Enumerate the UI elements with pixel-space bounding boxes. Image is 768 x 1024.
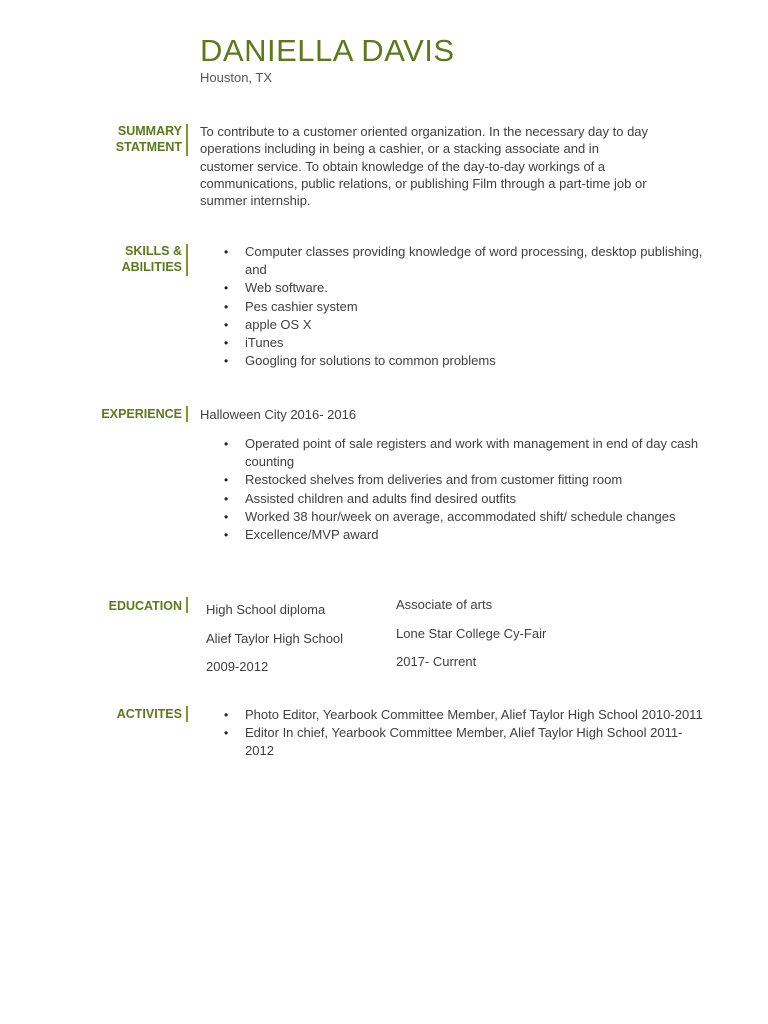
education-section-label: EDUCATION <box>108 599 182 613</box>
candidate-name: DANIELLA DAVIS <box>200 33 455 68</box>
skills-divider <box>186 244 188 276</box>
skills-section-label: SKILLS & ABILITIES <box>121 244 182 274</box>
education-divider <box>186 597 188 613</box>
skill-item: • iTunes <box>245 334 705 352</box>
experience-list <box>200 435 705 544</box>
education-entry-highschool <box>206 602 343 688</box>
activities-divider <box>186 706 188 722</box>
activities-section-label: ACTIVITES <box>116 707 182 721</box>
skills-list <box>200 243 705 370</box>
skill-item: • Web software. <box>245 279 705 297</box>
experience-section-label: EXPERIENCE <box>101 407 182 421</box>
experience-item: • Restocked shelves from deliveries and from customer fitting room <box>245 471 705 489</box>
experience-item: • Assisted children and adults find desired outfits <box>245 490 705 508</box>
skill-item: • Pes cashier system <box>245 298 705 316</box>
activity-item: • Editor In chief, Yearbook Committee Member, Alief Taylor High School 2011-2012 <box>245 724 705 760</box>
experience-item: • Excellence/MVP award <box>245 526 705 544</box>
summary-section-label: SUMMARY STATMENT <box>115 124 182 154</box>
summary-divider <box>186 124 188 156</box>
education-years: 2017- Current <box>396 654 477 669</box>
skill-item: • Computer classes providing knowledge of word processing, desktop publishing, and <box>245 243 705 279</box>
education-degree: High School diploma <box>206 602 326 617</box>
experience-job: Halloween City 2016- 2016 <box>200 407 357 422</box>
summary-text: To contribute to a customer oriented organization. In the necessary day to day operations including in being a cashier, or a stacking associate and in customer service. To obtain knowledge of the day-to-day workings of a communications, public relations, or publishing Film through a part-time job or summer internship. <box>200 124 649 209</box>
skill-item: • Googling for solutions to common problems <box>245 352 705 370</box>
experience-divider <box>186 406 188 422</box>
education-years: 2009-2012 <box>206 659 269 674</box>
skill-item: • apple OS X <box>245 316 705 334</box>
activity-item: • Photo Editor, Yearbook Committee Member, Alief Taylor High School 2010-2011 <box>245 706 705 724</box>
education-school: Lone Star College Cy-Fair <box>396 625 547 641</box>
experience-item: • Operated point of sale registers and work with management in end of day cash counting <box>245 435 705 471</box>
education-school: Alief Taylor High School <box>206 630 344 646</box>
activities-list <box>200 706 705 761</box>
candidate-location: Houston, TX <box>200 70 273 85</box>
experience-item: • Worked 38 hour/week on average, accommodated shift/ schedule changes <box>245 508 705 526</box>
education-degree: Associate of arts <box>396 597 493 612</box>
education-entry-college <box>396 597 546 683</box>
